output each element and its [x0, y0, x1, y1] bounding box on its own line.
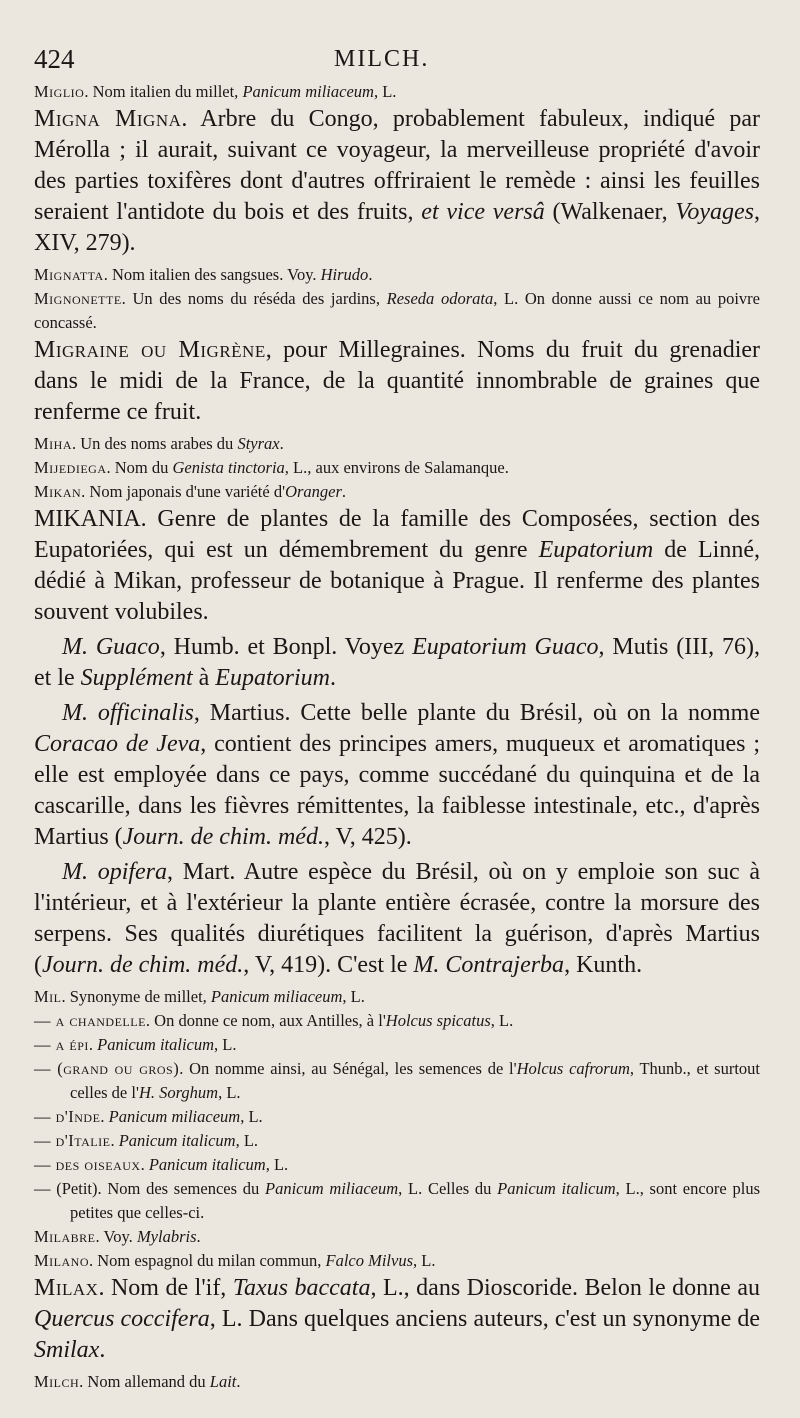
headword: Miglio: [34, 82, 85, 101]
running-head: MILCH.: [334, 46, 430, 72]
entry-mijediega: Mijediega. Nom du Genista tinctoria, L., aux environs de Salamanque.: [34, 458, 509, 477]
headword: Mikan: [34, 482, 82, 501]
entry-mil-grand: — (grand ou gros). On nomme ainsi, au Sénégal, les semences de l'Holcus cafrorum, Thunb., et surtout celles de l'H. Sorghum, L.: [34, 1059, 760, 1102]
headword: — a épi: [34, 1035, 89, 1054]
headword: — d'Italie: [34, 1131, 111, 1150]
entry-mil-d-inde: — d'Inde. Panicum miliaceum, L.: [34, 1107, 263, 1126]
headword: Mijediega: [34, 458, 107, 477]
entry-m-officinalis: M. officinalis, Martius. Cette belle plante du Brésil, où on la nomme Coracao de Jeva, contient des principes amers, muqueux et aromatiques ; elle est employée dans ce pays, comme succédané du quinquina et de la cascarille, dans les fièvres rémittentes, la faiblesse intestinale, etc., d'après Martius (Journ. de chim. méd., V, 425).: [34, 700, 760, 850]
entry-mil-a-chandelle: — a chandelle. On donne ce nom, aux Antilles, à l'Holcus spicatus, L.: [34, 1011, 514, 1030]
headword: — d'Inde: [34, 1107, 101, 1126]
headword: Mignonette: [34, 289, 122, 308]
headword: Migraine ou Migrène: [34, 337, 266, 363]
headword: Mignatta: [34, 265, 104, 284]
entry-milabre: Milabre. Voy. Mylabris.: [34, 1227, 201, 1246]
entry-m-opifera: M. opifera, Mart. Autre espèce du Brésil, où on y emploie son suc à l'intérieur, et à l'extérieur la plante entière écrasée, contre la morsure des serpens. Ses qualités diurétiques facilitent la guérison, d'après Martius (Journ. de chim. méd., V, 419). C'est le M. Contrajerba, Kunth.: [34, 859, 760, 978]
headword: — des oiseaux: [34, 1155, 141, 1174]
entry-mikania: MIKANIA. Genre de plantes de la famille des Composées, section des Eupatoriées, qui est un démembrement du genre Eupatorium de Linné, dédié à Mikan, professeur de botanique à Prague. Il renferme des plantes souvent volubiles.: [34, 506, 760, 625]
headword: M. opifera: [62, 859, 168, 885]
headword: Miha: [34, 434, 72, 453]
entry-mil-des-oiseaux: — des oiseaux. Panicum italicum, L.: [34, 1155, 289, 1174]
headword: M. Guaco: [62, 634, 160, 660]
entry-miha: Miha. Un des noms arabes du Styrax.: [34, 434, 284, 453]
entry-mil-petit: — (Petit). Nom des semences du Panicum miliaceum, L. Celles du Panicum italicum, L., sont encore plus petites que celles-ci.: [34, 1179, 760, 1222]
entry-mil-d-italie: — d'Italie. Panicum italicum, L.: [34, 1131, 259, 1150]
headword: Migna Migna: [34, 106, 182, 132]
headword: Milano: [34, 1251, 89, 1270]
entry-milch: Milch. Nom allemand du Lait.: [34, 1372, 241, 1391]
entry-mil: Mil. Synonyme de millet, Panicum miliaceum, L.: [34, 987, 365, 1006]
entries: [34, 80, 760, 1394]
headword: — a chandelle: [34, 1011, 146, 1030]
entry-m-guaco: M. Guaco, Humb. et Bonpl. Voyez Eupatorium Guaco, Mutis (III, 76), et le Supplément à Eupatorium.: [34, 634, 761, 691]
headword: Mil: [34, 987, 62, 1006]
entry-milano: Milano. Nom espagnol du milan commun, Falco Milvus, L.: [34, 1251, 436, 1270]
page-number: 424: [34, 44, 75, 74]
entry-mil-a-epi: — a épi. Panicum italicum, L.: [34, 1035, 237, 1054]
headword: — (Petit): [34, 1179, 98, 1198]
entry-mikan: Mikan. Nom japonais d'une variété d'Oranger.: [34, 482, 347, 501]
entry-milax: Milax. Nom de l'if, Taxus baccata, L., dans Dioscoride. Belon le donne au Quercus coccifera, L. Dans quelques anciens auteurs, c'est un synonyme de Smilax.: [34, 1275, 761, 1363]
entry-migna-migna: Migna Migna. Arbre du Congo, probablement fabuleux, indiqué par Mérolla ; il aurait, suivant ce voyageur, la merveilleuse propriété d'avoir des parties toxifères dont d'autres offriraient le remède : ainsi les feuilles seraient l'antidote du bois et des fruits, et vice versâ (Walkenaer, Voyages, XIV, 279).: [34, 106, 761, 256]
page-header: [34, 40, 760, 80]
headword: MIKANIA: [34, 506, 141, 532]
headword: M. officinalis: [62, 700, 194, 726]
entry-migraine: Migraine ou Migrène, pour Millegraines. Noms du fruit du grenadier dans le midi de la France, de la quantité innombrable de graines que renferme ce fruit.: [34, 337, 761, 425]
headword: Milabre: [34, 1227, 96, 1246]
headword: Milch: [34, 1372, 80, 1391]
headword: Milax: [34, 1275, 99, 1301]
entry-mignonette: Mignonette. Un des noms du réséda des jardins, Reseda odorata, L. On donne aussi ce nom au poivre concassé.: [34, 289, 760, 332]
entry-miglio: Miglio. Nom italien du millet, Panicum miliaceum, L.: [34, 82, 397, 101]
headword: — (grand ou gros): [34, 1059, 180, 1078]
entry-mignatta: Mignatta. Nom italien des sangsues. Voy. Hirudo.: [34, 265, 373, 284]
